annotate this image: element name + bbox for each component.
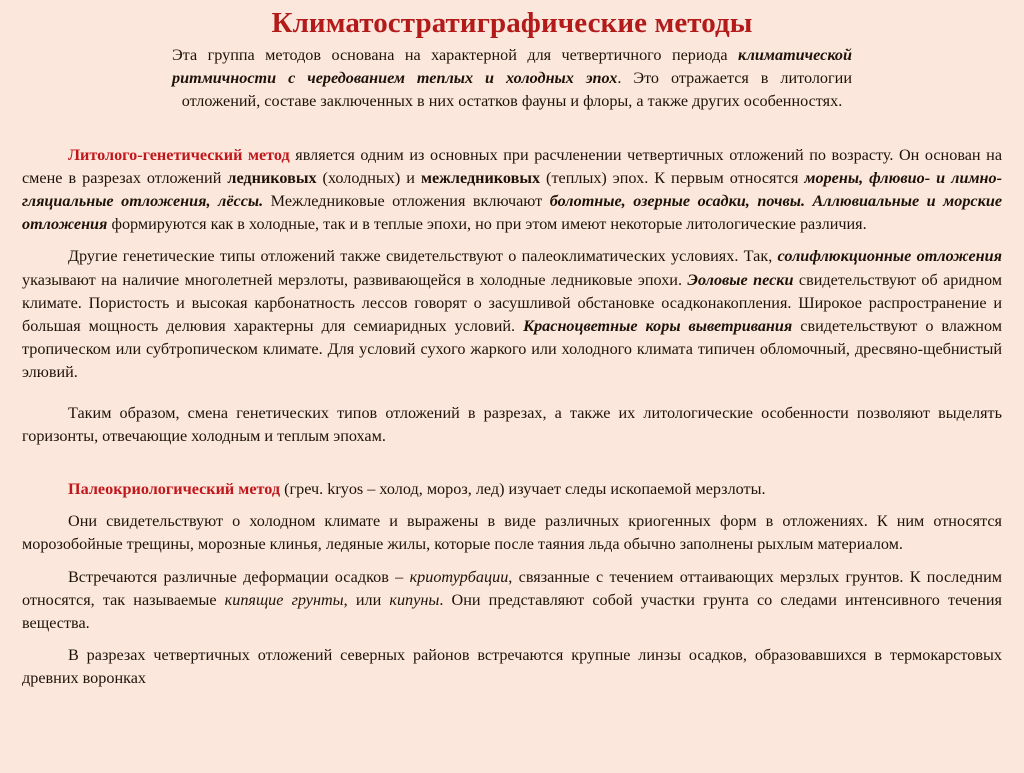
spacer [22,557,1002,566]
cryo-paragraph-4: В разрезах четвертичных отложений северных районов встречаются крупные линзы осадков, образовавшихся в термокарстовых древних воронках [22,646,1002,688]
cryo-p3-c: , или [343,590,390,609]
litho-p1-c: (теплых) эпох. К первым относятся [540,168,805,187]
litho-p1-italic-1: морены, флювио- и лимно-гляциальные отложения, лёссы. [22,168,1003,211]
spacer [22,236,1002,245]
litho-p2-c: свидетельствуют об аридном климате. Пористость и высокая карбонатность лессов говорят о засушливой обстановке осадконакопления. Широкое распространение и большая мощность делювия характерны для семиаридных условий. [22,270,1002,336]
litho-paragraph-2 [22,245,1002,384]
litho-paragraph-1 [22,144,1002,237]
cryo-p3-italic-1: криотурбации [409,567,509,586]
cryo-p3-a: Встречаются различные деформации осадков – [68,567,410,586]
cryo-paragraph-1 [22,478,1002,501]
litho-p1-bold-2: межледниковых [420,168,541,187]
litho-p1-e [805,192,813,210]
litho-p1-b: (холодных) и [316,168,421,187]
cryo-paragraph-2: Они свидетельствуют о холодном климате и выражены в виде различных криогенных форм в отложениях. К ним относятся морозобойные трещины, морозные клинья, ледяные жилы, которые после таяния льда обычно заполнены рыхлым материалом. [22,512,1002,554]
slide-content [0,44,1024,691]
litho-p1-a: является одним из основных при расчленении четвертичных отложений по возрасту. Он основан на смене в разрезах отложений [22,145,1003,187]
litho-p1-italic-2: болотные, озерные осадки, почвы. [549,192,805,211]
litho-p1-bold-1: ледниковых [227,168,317,187]
litho-paragraph-3: Таким образом, смена генетических типов отложений в разрезах, а также их литологические особенности позволяют выделять горизонты, отвечающие холодным и теплым эпохам. [22,403,1002,445]
cryo-paragraph-3 [22,566,1002,636]
spacer [22,385,1002,402]
cryo-p3-italic-2: кипящие грунты [224,590,344,609]
cryo-method-heading: Палеокриологический метод [68,480,281,499]
litho-p2-italic-1: солифлюкционные отложения [777,247,1002,266]
cryo-p3-italic-3: кипуны [389,590,440,609]
litho-p2-a: Другие генетические типы отложений также свидетельствуют о палеоклиматических условиях. Так, [68,247,778,266]
spacer [22,448,1002,478]
litho-method-heading: Литолого-генетический метод [68,145,290,164]
litho-p1-italic-3: Аллювиальные и морские отложения [22,192,1003,234]
page-title: Климатостратиграфические методы [271,7,753,39]
intro-text-b: . Это отражается в литологии отложений, составе заключенных в них остатков фауны и флоры, а также других особенностях. [181,69,852,111]
slide-root [0,6,1024,773]
litho-p1-d: Межледниковые отложения включают [263,192,550,211]
cryo-p3-b: , связанные с течением оттаивающих мерзлых грунтов. К последним относятся, так называемые [22,567,1002,609]
litho-p2-b: указывают на наличие многолетней мерзлоты, развивающейся в холодные ледниковые эпохи. [22,270,688,289]
spacer [22,635,1002,644]
litho-p2-italic-2: Эоловые пески [687,270,794,289]
litho-p2-d: свидетельствуют о влажном тропическом или субтропическом климате. Для условий сухого жаркого или холодного климата типичен обломочный, дресвяно-щебнистый элювий. [22,317,1002,382]
intro-text-a: Эта группа методов основана на характерной для четвертичного периода [172,46,739,64]
cryo-p3-d: . Они представляют собой участки грунта со следами интенсивного течения вещества. [22,590,1002,633]
spacer [22,501,1002,510]
intro-emphasis: климатической ритмичности с чередованием теплых и холодных эпох [172,46,852,88]
litho-p1-f: формируются как в холодные, так и в теплые эпохи, но при этом имеют некоторые литологические различия. [107,215,867,234]
spacer [22,114,1002,144]
cryo-p1-a: (греч. kryos – холод, мороз, лед) изучает следы ископаемой мерзлоты. [280,480,766,499]
litho-p2-italic-3: Красноцветные коры выветривания [523,317,793,336]
intro-paragraph [22,44,1002,114]
